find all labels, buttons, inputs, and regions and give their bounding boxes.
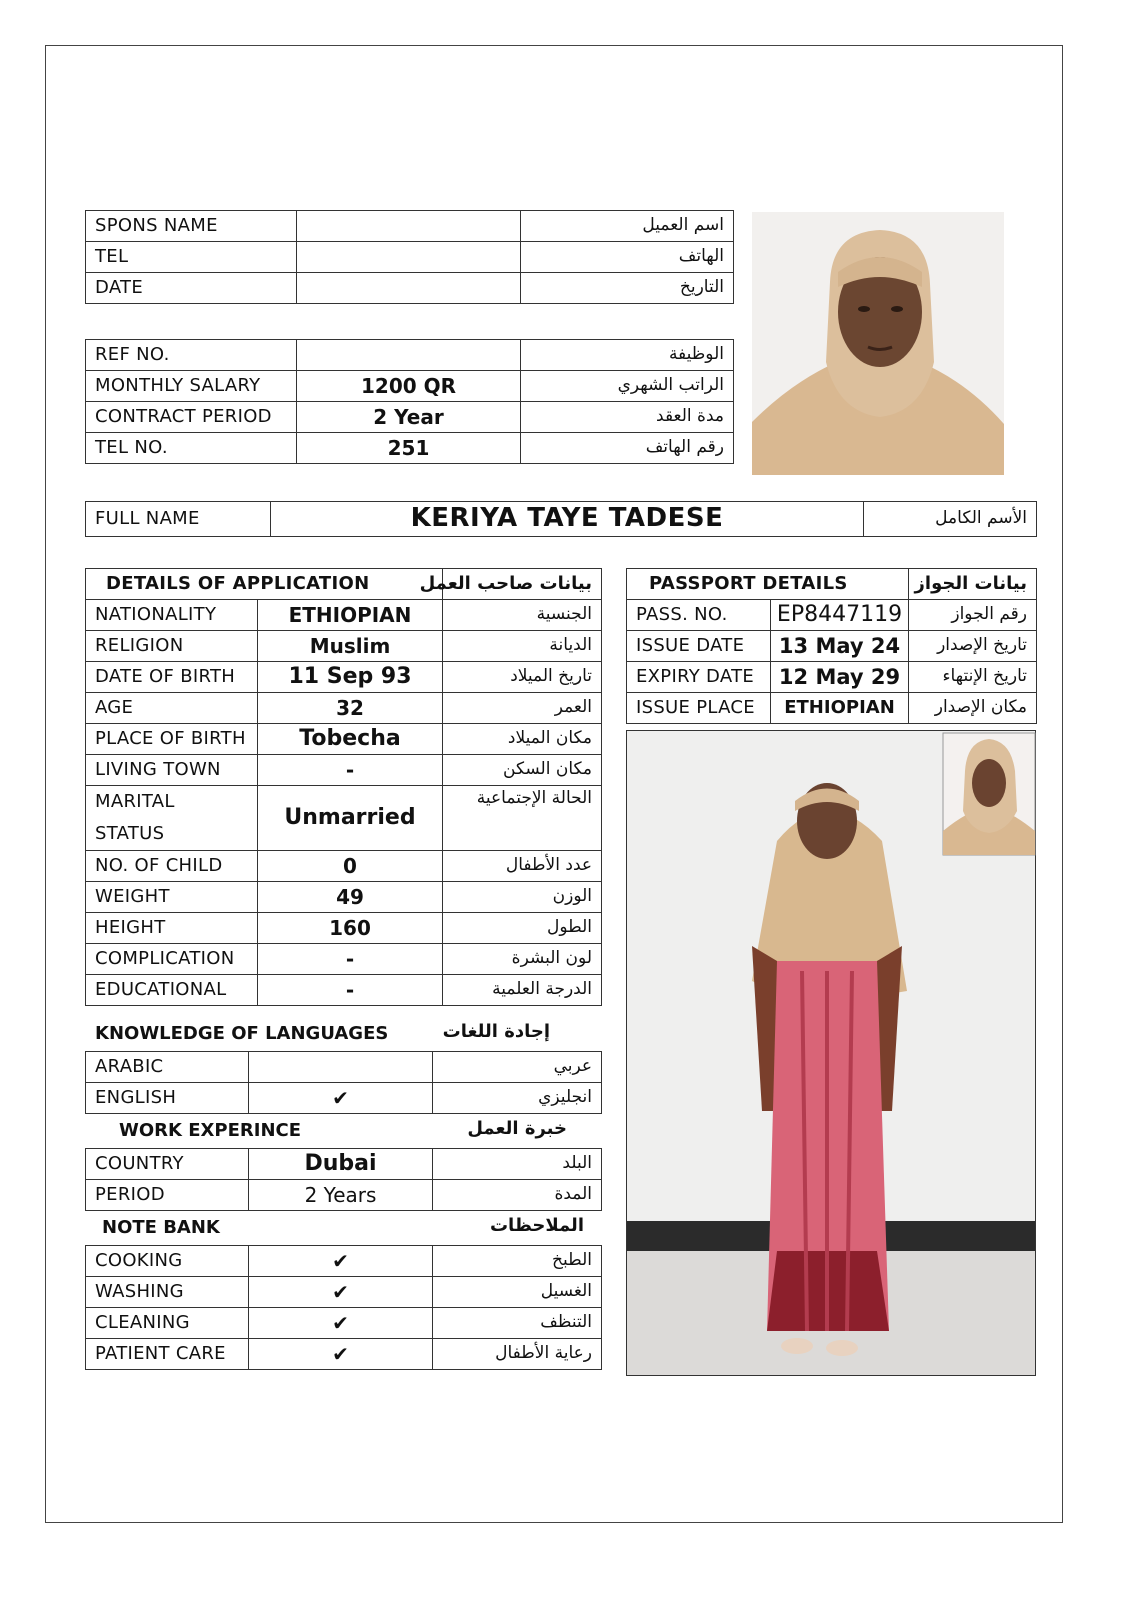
application-row: [86, 755, 602, 786]
washing-check: ✔: [249, 1277, 433, 1308]
no-of-child-value: 0: [258, 851, 443, 882]
application-row: [86, 631, 602, 662]
expiry-date-label: EXPIRY DATE: [627, 662, 771, 693]
experience-table: [85, 1148, 602, 1211]
period-label-ar: المدة: [433, 1180, 602, 1211]
contract-period-label-ar: مدة العقد: [521, 402, 734, 433]
weight-label-ar: الوزن: [443, 882, 602, 913]
height-label-ar: الطول: [443, 913, 602, 944]
job-row: [86, 433, 734, 464]
ref-no-label: REF NO.: [86, 340, 297, 371]
nationality-label: NATIONALITY: [86, 600, 258, 631]
weight-label: WEIGHT: [86, 882, 258, 913]
job-table: [85, 339, 734, 464]
educational-label-ar: الدرجة العلمية: [443, 975, 602, 1006]
place-of-birth-label: PLACE OF BIRTH: [86, 724, 258, 755]
sponsor-date-value: [297, 273, 521, 304]
portrait-photo: [752, 212, 1004, 475]
sponsor-name-label-ar: اسم العميل: [521, 211, 734, 242]
notes-title-ar: الملاحظات: [489, 1215, 584, 1236]
ref-no-value: [297, 340, 521, 371]
application-title-ar: بيانات صاحب العمل: [443, 569, 602, 600]
sponsor-row: [86, 242, 734, 273]
language-row: [86, 1083, 602, 1114]
height-value: 160: [258, 913, 443, 944]
experience-title-ar: خبرة العمل: [467, 1118, 567, 1139]
educational-label: EDUCATIONAL: [86, 975, 258, 1006]
full-name-label-ar: الأسم الكامل: [864, 502, 1037, 537]
height-label: HEIGHT: [86, 913, 258, 944]
dob-label: DATE OF BIRTH: [86, 662, 258, 693]
complication-label-ar: لون البشرة: [443, 944, 602, 975]
cleaning-label: CLEANING: [86, 1308, 249, 1339]
issue-date-label-ar: تاريخ الإصدار: [909, 631, 1037, 662]
sponsor-tel-value: [297, 242, 521, 273]
period-value: 2 Years: [249, 1180, 433, 1211]
issue-date-value: 13 May 24: [771, 631, 909, 662]
note-row: [86, 1246, 602, 1277]
language-row: [86, 1052, 602, 1083]
application-row: [86, 662, 602, 693]
languages-table: [85, 1051, 602, 1114]
passport-row: [627, 693, 1037, 724]
sponsor-table: [85, 210, 734, 304]
note-row: [86, 1339, 602, 1370]
nationality-label-ar: الجنسية: [443, 600, 602, 631]
living-town-value: -: [258, 755, 443, 786]
pass-no-label-ar: رقم الجواز: [909, 600, 1037, 631]
cooking-check: ✔: [249, 1246, 433, 1277]
passport-row: [627, 600, 1037, 631]
arabic-check: [249, 1052, 433, 1083]
experience-title: WORK EXPERINCE: [119, 1120, 302, 1141]
cooking-label-ar: الطبخ: [433, 1246, 602, 1277]
marital-status-value: Unmarried: [258, 786, 443, 851]
passport-row: [627, 631, 1037, 662]
application-row: [86, 975, 602, 1006]
full-name-table: [85, 501, 1037, 537]
living-town-label-ar: مكان السكن: [443, 755, 602, 786]
age-label: AGE: [86, 693, 258, 724]
dob-label-ar: تاريخ الميلاد: [443, 662, 602, 693]
application-row: [86, 786, 602, 851]
expiry-date-label-ar: تاريخ الإنتهاء: [909, 662, 1037, 693]
religion-label: RELIGION: [86, 631, 258, 662]
living-town-label: LIVING TOWN: [86, 755, 258, 786]
full-name-row: [86, 502, 1037, 537]
portrait-illustration: [752, 212, 1004, 475]
sponsor-name-value: [297, 211, 521, 242]
full-body-illustration: [627, 731, 1035, 1375]
cleaning-check: ✔: [249, 1308, 433, 1339]
job-row: [86, 371, 734, 402]
sponsor-tel-label: TEL: [86, 242, 297, 273]
note-row: [86, 1308, 602, 1339]
application-row: [86, 693, 602, 724]
application-row: [86, 913, 602, 944]
complication-label: COMPLICATION: [86, 944, 258, 975]
sponsor-date-label-ar: التاريخ: [521, 273, 734, 304]
country-label-ar: البلد: [433, 1149, 602, 1180]
english-check: ✔: [249, 1083, 433, 1114]
washing-label-ar: الغسيل: [433, 1277, 602, 1308]
dob-value: 11 Sep 93: [258, 662, 443, 693]
english-label: ENGLISH: [86, 1083, 249, 1114]
job-row: [86, 402, 734, 433]
tel-no-label: TEL NO.: [86, 433, 297, 464]
tel-no-value: 251: [297, 433, 521, 464]
passport-row: [627, 662, 1037, 693]
job-row: [86, 340, 734, 371]
sponsor-tel-label-ar: الهاتف: [521, 242, 734, 273]
washing-label: WASHING: [86, 1277, 249, 1308]
contract-period-label: CONTRACT PERIOD: [86, 402, 297, 433]
salary-label-ar: الراتب الشهري: [521, 371, 734, 402]
full-body-photo: [626, 730, 1036, 1376]
notes-title: NOTE BANK: [102, 1217, 220, 1238]
languages-title-ar: إجادة اللغات: [442, 1021, 550, 1042]
country-label: COUNTRY: [86, 1149, 249, 1180]
complication-value: -: [258, 944, 443, 975]
patient-care-check: ✔: [249, 1339, 433, 1370]
marital-status-label: [86, 786, 258, 851]
place-of-birth-value: Tobecha: [258, 724, 443, 755]
english-label-ar: انجليزي: [433, 1083, 602, 1114]
sponsor-name-label: SPONS NAME: [86, 211, 297, 242]
expiry-date-value: 12 May 29: [771, 662, 909, 693]
marital-label-line2: STATUS: [95, 823, 165, 844]
passport-title: PASSPORT DETAILS: [627, 569, 909, 600]
passport-title-ar: بيانات الجواز: [909, 569, 1037, 600]
tel-no-label-ar: رقم الهاتف: [521, 433, 734, 464]
arabic-label: ARABIC: [86, 1052, 249, 1083]
application-header-row: [86, 569, 602, 600]
application-row: [86, 600, 602, 631]
religion-label-ar: الديانة: [443, 631, 602, 662]
sponsor-date-label: DATE: [86, 273, 297, 304]
nationality-value: ETHIOPIAN: [258, 600, 443, 631]
ref-no-label-ar: الوظيفة: [521, 340, 734, 371]
educational-value: -: [258, 975, 443, 1006]
patient-care-label: PATIENT CARE: [86, 1339, 249, 1370]
salary-value: 1200 QR: [297, 371, 521, 402]
weight-value: 49: [258, 882, 443, 913]
patient-care-label-ar: رعاية الأطفال: [433, 1339, 602, 1370]
application-row: [86, 944, 602, 975]
cooking-label: COOKING: [86, 1246, 249, 1277]
marital-status-label-ar: الحالة الإجتماعية: [443, 786, 602, 851]
languages-title: KNOWLEDGE OF LANGUAGES: [95, 1023, 389, 1044]
full-name-label: FULL NAME: [86, 502, 271, 537]
period-label: PERIOD: [86, 1180, 249, 1211]
application-row: [86, 851, 602, 882]
sponsor-row: [86, 273, 734, 304]
age-label-ar: العمر: [443, 693, 602, 724]
application-row: [86, 882, 602, 913]
pass-no-value: EP8447119: [771, 600, 909, 631]
passport-header-row: [627, 569, 1037, 600]
salary-label: MONTHLY SALARY: [86, 371, 297, 402]
passport-table: [626, 568, 1037, 724]
experience-row: [86, 1149, 602, 1180]
age-value: 32: [258, 693, 443, 724]
issue-place-label: ISSUE PLACE: [627, 693, 771, 724]
religion-value: Muslim: [258, 631, 443, 662]
issue-place-value: ETHIOPIAN: [771, 693, 909, 724]
application-row: [86, 724, 602, 755]
cleaning-label-ar: التنظف: [433, 1308, 602, 1339]
sponsor-row: [86, 211, 734, 242]
notes-table: [85, 1245, 602, 1370]
issue-date-label: ISSUE DATE: [627, 631, 771, 662]
experience-row: [86, 1180, 602, 1211]
country-value: Dubai: [249, 1149, 433, 1180]
marital-label-line1: MARITAL: [95, 791, 175, 812]
application-table: [85, 568, 602, 1006]
pass-no-label: PASS. NO.: [627, 600, 771, 631]
no-of-child-label: NO. OF CHILD: [86, 851, 258, 882]
full-name-value: KERIYA TAYE TADESE: [271, 502, 864, 537]
arabic-label-ar: عربي: [433, 1052, 602, 1083]
note-row: [86, 1277, 602, 1308]
no-of-child-label-ar: عدد الأطفال: [443, 851, 602, 882]
place-of-birth-label-ar: مكان الميلاد: [443, 724, 602, 755]
contract-period-value: 2 Year: [297, 402, 521, 433]
issue-place-label-ar: مكان الإصدار: [909, 693, 1037, 724]
application-title: DETAILS OF APPLICATION: [86, 569, 443, 600]
